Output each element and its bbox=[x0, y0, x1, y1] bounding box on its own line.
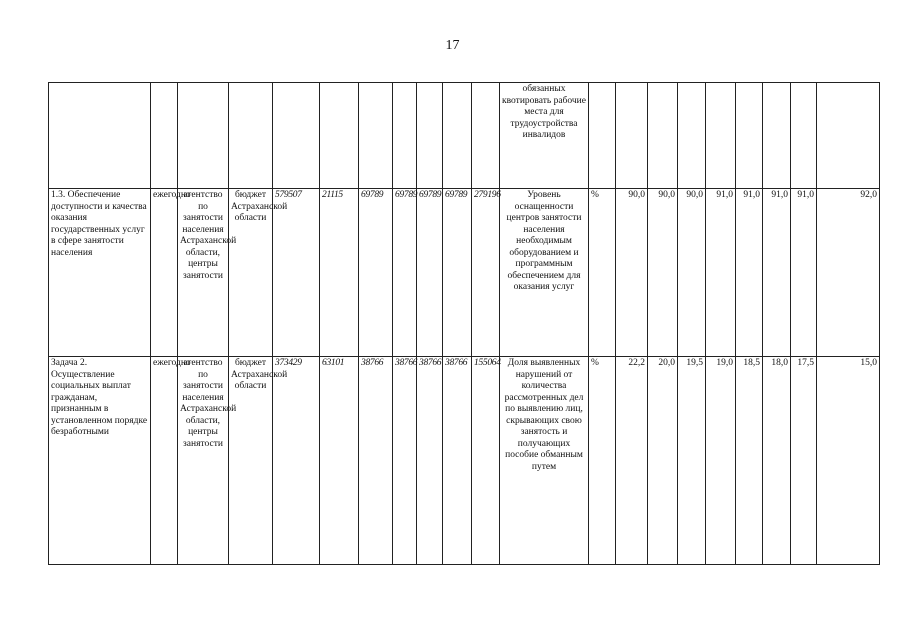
value-cell: 19,0 bbox=[706, 357, 736, 565]
funding-y6: 155064 bbox=[472, 357, 500, 565]
unit-cell: % bbox=[589, 189, 616, 357]
source-cell: бюджет Астраханской области bbox=[229, 189, 273, 357]
funding-total bbox=[273, 83, 320, 189]
indicator-cell: Доля выявленных нарушений от количества рассмотренных дел по выявлению лиц, скрывающих свою занятость и получающих пособие обманным путем bbox=[500, 357, 589, 565]
page-number: 17 bbox=[445, 38, 460, 53]
value-cell bbox=[763, 83, 791, 189]
funding-total: 579507 bbox=[273, 189, 320, 357]
funding-y3: 38766 bbox=[393, 357, 417, 565]
value-cell: 92,0 bbox=[817, 189, 880, 357]
funding-y1: 21115 bbox=[320, 189, 359, 357]
funding-y4 bbox=[417, 83, 443, 189]
funding-total: 373429 bbox=[273, 357, 320, 565]
funding-y2: 38766 bbox=[359, 357, 393, 565]
value-cell: 91,0 bbox=[763, 189, 791, 357]
value-cell: 91,0 bbox=[706, 189, 736, 357]
funding-y1 bbox=[320, 83, 359, 189]
value-cell bbox=[706, 83, 736, 189]
funding-y6 bbox=[472, 83, 500, 189]
task-cell: Задача 2. Осуществление социальных выплат гражданам, признанным в установленном порядке безработными bbox=[49, 357, 151, 565]
value-cell: 18,5 bbox=[736, 357, 763, 565]
value-cell: 15,0 bbox=[817, 357, 880, 565]
funding-y1: 63101 bbox=[320, 357, 359, 565]
value-cell bbox=[791, 83, 817, 189]
value-cell: 90,0 bbox=[648, 189, 678, 357]
period-cell: ежегодно bbox=[151, 357, 178, 565]
period-cell bbox=[151, 83, 178, 189]
period-cell: ежегодно bbox=[151, 189, 178, 357]
indicator-cell: Уровень оснащенности центров занятости населения необходимым оборудованием и программным обеспечением для оказания услуг bbox=[500, 189, 589, 357]
task-cell: 1.3. Обеспечение доступности и качества оказания государственных услуг в сфере занятости населения bbox=[49, 189, 151, 357]
table-row bbox=[49, 83, 880, 189]
value-cell: 17,5 bbox=[791, 357, 817, 565]
value-cell: 91,0 bbox=[736, 189, 763, 357]
value-cell bbox=[648, 83, 678, 189]
funding-y3 bbox=[393, 83, 417, 189]
value-cell: 90,0 bbox=[616, 189, 648, 357]
funding-y6: 279196 bbox=[472, 189, 500, 357]
funding-y2 bbox=[359, 83, 393, 189]
value-cell: 90,0 bbox=[678, 189, 706, 357]
funding-y5: 38766 bbox=[443, 357, 472, 565]
funding-y4: 38766 bbox=[417, 357, 443, 565]
funding-y4: 69789 bbox=[417, 189, 443, 357]
executor-cell bbox=[178, 83, 229, 189]
funding-y5 bbox=[443, 83, 472, 189]
funding-y5: 69789 bbox=[443, 189, 472, 357]
source-cell: бюджет Астраханской области bbox=[229, 357, 273, 565]
value-cell: 22,2 bbox=[616, 357, 648, 565]
funding-y3: 69789 bbox=[393, 189, 417, 357]
indicator-cell: обязанных квотировать рабочие места для трудоустройства инвалидов bbox=[500, 83, 589, 189]
executor-cell: агентство по занятости населения Астраханской области, центры занятости bbox=[178, 189, 229, 357]
table-row bbox=[49, 189, 880, 357]
value-cell bbox=[736, 83, 763, 189]
program-table bbox=[48, 82, 880, 565]
value-cell: 19,5 bbox=[678, 357, 706, 565]
table-row bbox=[49, 357, 880, 565]
executor-cell: агентство по занятости населения Астраханской области, центры занятости bbox=[178, 357, 229, 565]
value-cell: 91,0 bbox=[791, 189, 817, 357]
source-cell bbox=[229, 83, 273, 189]
unit-cell bbox=[589, 83, 616, 189]
value-cell: 20,0 bbox=[648, 357, 678, 565]
value-cell bbox=[817, 83, 880, 189]
value-cell: 18,0 bbox=[763, 357, 791, 565]
unit-cell: % bbox=[589, 357, 616, 565]
task-cell bbox=[49, 83, 151, 189]
funding-y2: 69789 bbox=[359, 189, 393, 357]
value-cell bbox=[616, 83, 648, 189]
value-cell bbox=[678, 83, 706, 189]
